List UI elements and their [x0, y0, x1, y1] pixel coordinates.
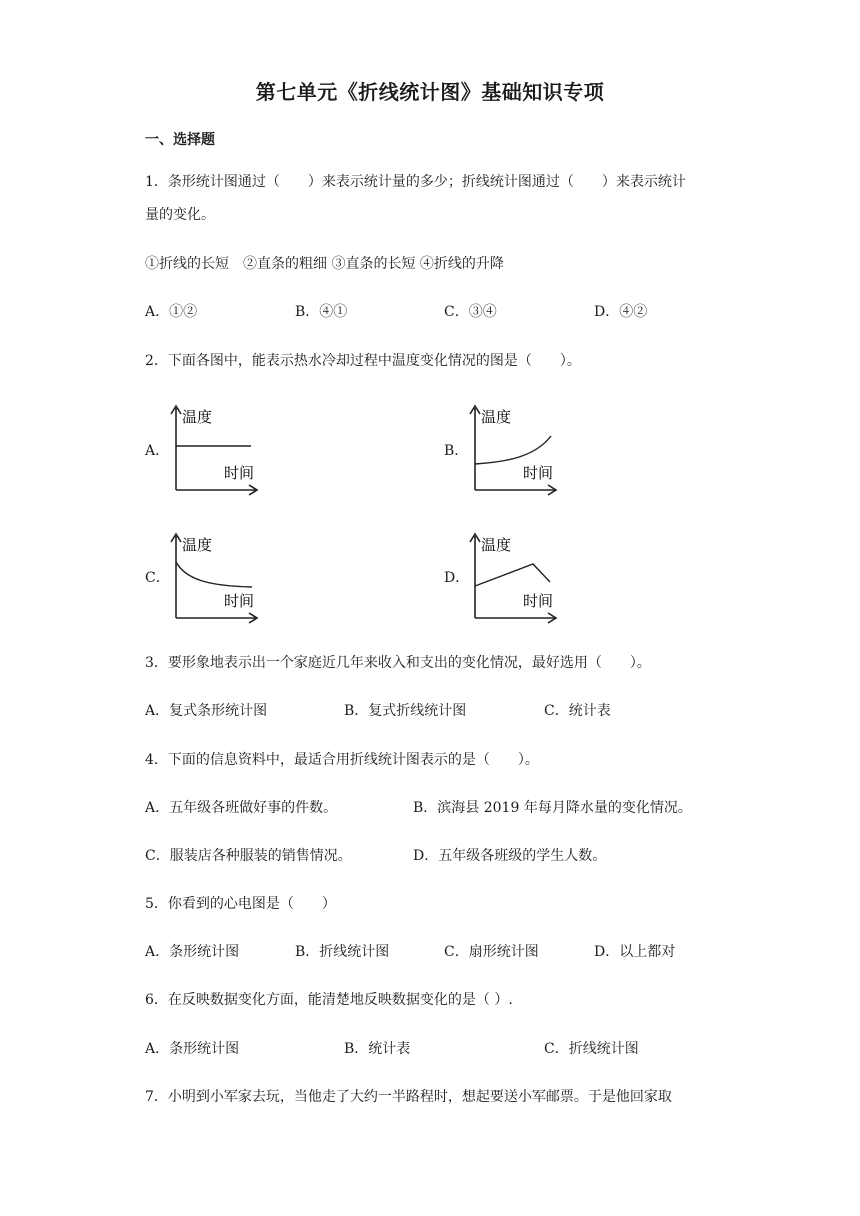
q2-graph-c-label: C．: [145, 570, 170, 586]
section-heading: 一、选择题: [145, 132, 215, 148]
q6-stem: 6．在反映数据变化方面，能清楚地反映数据变化的是（ ）.: [145, 992, 513, 1008]
q1-option-d: D．④②: [594, 304, 648, 320]
q1-stem-line2: 量的变化。: [145, 207, 215, 223]
q1-option-b: B．④①: [295, 304, 348, 320]
q2-stem: 2．下面各图中，能表示热水冷却过程中温度变化情况的图是（ ）。: [145, 353, 581, 369]
q1-option-c: C．③④: [444, 304, 497, 320]
page-title: 第七单元《折线统计图》基础知识专项: [255, 80, 605, 104]
q3-stem: 3．要形象地表示出一个家庭近几年来收入和支出的变化情况，最好选用（ ）。: [145, 655, 651, 671]
q6-option-a: A．条形统计图: [145, 1041, 240, 1057]
q2-graph-c-y-label: 温度: [182, 536, 213, 554]
q1-option-a: A．①②: [145, 304, 198, 320]
q2-graph-d-y-label: 温度: [481, 536, 512, 554]
q4-option-a: A．五年级各班做好事的件数。: [145, 800, 338, 816]
q6-option-b: B．统计表: [344, 1041, 411, 1057]
q2-graph-a-x-label: 时间: [224, 464, 255, 482]
q2-graph-a-label: A．: [145, 443, 170, 459]
q5-stem: 5．你看到的心电图是（ ）: [145, 896, 336, 912]
q4-option-c: C．服装店各种服装的销售情况。: [145, 848, 352, 864]
q3-option-b: B．复式折线统计图: [344, 703, 467, 719]
q2-graph-d-label: D．: [444, 570, 470, 586]
q2-graph-d: [459, 526, 569, 626]
q2-graph-b-label: B．: [444, 443, 469, 459]
q2-graph-a: [160, 398, 270, 498]
q6-option-c: C．折线统计图: [544, 1041, 639, 1057]
q5-option-d: D．以上都对: [594, 944, 676, 960]
q5-option-c: C．扇形统计图: [444, 944, 539, 960]
q2-graph-b-x-label: 时间: [523, 464, 554, 482]
q3-option-a: A．复式条形统计图: [145, 703, 268, 719]
q2-graph-b: [459, 398, 569, 498]
q2-graph-d-x-label: 时间: [523, 592, 554, 610]
q4-option-d: D．五年级各班级的学生人数。: [413, 848, 607, 864]
q1-choices: ①折线的长短 ②直条的粗细 ③直条的长短 ④折线的升降: [145, 256, 504, 272]
q5-option-a: A．条形统计图: [145, 944, 240, 960]
q1-stem-line1: 1．条形统计图通过（ ）来表示统计量的多少；折线统计图通过（ ）来表示统计: [145, 174, 686, 190]
q2-graph-d-line: [475, 564, 550, 586]
q2-graph-a-y-label: 温度: [182, 408, 213, 426]
q2-graph-c-line: [176, 562, 252, 587]
q5-option-b: B．折线统计图: [295, 944, 390, 960]
q2-graph-c-x-label: 时间: [224, 592, 255, 610]
q3-option-c: C．统计表: [544, 703, 611, 719]
q7-stem: 7．小明到小军家去玩，当他走了大约一半路程时，想起要送小军邮票。于是他回家取: [145, 1089, 672, 1105]
q2-graph-b-line: [475, 436, 551, 464]
q4-stem: 4．下面的信息资料中，最适合用折线统计图表示的是（ ）。: [145, 752, 539, 768]
q4-option-b: B．滨海县 2019 年每月降水量的变化情况。: [413, 800, 692, 816]
q2-graph-c: [160, 526, 270, 626]
q2-graph-b-y-label: 温度: [481, 408, 512, 426]
